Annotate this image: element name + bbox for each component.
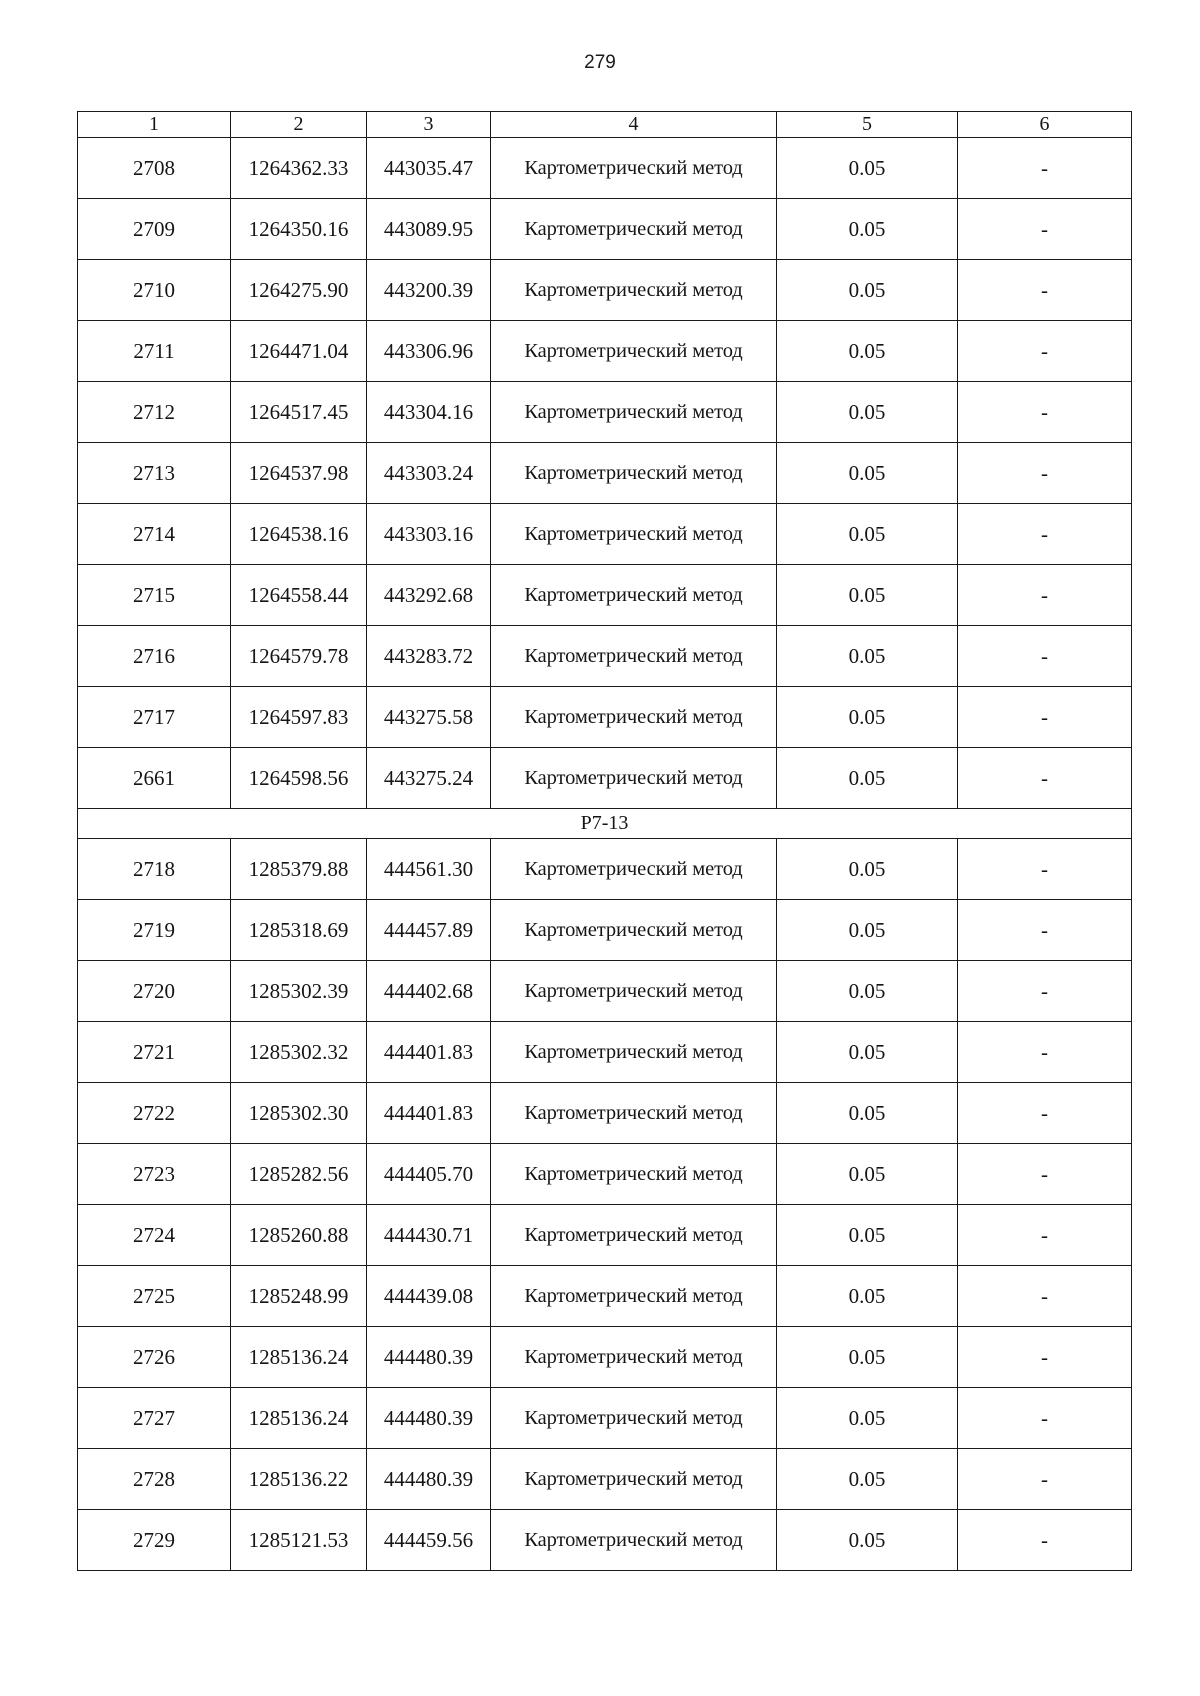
- table-row: [78, 1510, 1132, 1571]
- cell-y-coordinate: 443283.72: [367, 626, 491, 687]
- cell-note: -: [958, 1205, 1132, 1266]
- cell-method: Картометрический метод: [491, 1144, 777, 1205]
- coordinates-table: [77, 111, 1132, 1571]
- table-row: [78, 1144, 1132, 1205]
- cell-accuracy: 0.05: [777, 1388, 958, 1449]
- cell-accuracy: 0.05: [777, 382, 958, 443]
- table-row: [78, 1083, 1132, 1144]
- cell-accuracy: 0.05: [777, 626, 958, 687]
- cell-method: Картометрический метод: [491, 321, 777, 382]
- cell-point-number: 2721: [78, 1022, 231, 1083]
- cell-x-coordinate: 1264598.56: [231, 748, 367, 809]
- cell-point-number: 2713: [78, 443, 231, 504]
- cell-accuracy: 0.05: [777, 900, 958, 961]
- cell-x-coordinate: 1285302.32: [231, 1022, 367, 1083]
- cell-note: -: [958, 839, 1132, 900]
- cell-accuracy: 0.05: [777, 138, 958, 199]
- cell-y-coordinate: 443200.39: [367, 260, 491, 321]
- cell-method: Картометрический метод: [491, 687, 777, 748]
- table-row: [78, 1266, 1132, 1327]
- cell-note: -: [958, 1449, 1132, 1510]
- cell-x-coordinate: 1285136.22: [231, 1449, 367, 1510]
- cell-note: -: [958, 1327, 1132, 1388]
- table-row: [78, 321, 1132, 382]
- table-row: [78, 1449, 1132, 1510]
- cell-accuracy: 0.05: [777, 321, 958, 382]
- cell-method: Картометрический метод: [491, 1510, 777, 1571]
- cell-point-number: 2724: [78, 1205, 231, 1266]
- table-row: [78, 443, 1132, 504]
- cell-point-number: 2727: [78, 1388, 231, 1449]
- cell-note: -: [958, 443, 1132, 504]
- cell-accuracy: 0.05: [777, 565, 958, 626]
- cell-accuracy: 0.05: [777, 839, 958, 900]
- cell-point-number: 2723: [78, 1144, 231, 1205]
- section-title: Р7-13: [78, 809, 1132, 839]
- cell-y-coordinate: 443303.16: [367, 504, 491, 565]
- cell-accuracy: 0.05: [777, 1144, 958, 1205]
- cell-note: -: [958, 260, 1132, 321]
- cell-point-number: 2715: [78, 565, 231, 626]
- cell-x-coordinate: 1285302.39: [231, 961, 367, 1022]
- cell-note: -: [958, 199, 1132, 260]
- cell-point-number: 2710: [78, 260, 231, 321]
- cell-x-coordinate: 1264538.16: [231, 504, 367, 565]
- cell-x-coordinate: 1285282.56: [231, 1144, 367, 1205]
- cell-note: -: [958, 687, 1132, 748]
- header-col-1: 1: [78, 112, 231, 138]
- header-col-3: 3: [367, 112, 491, 138]
- cell-accuracy: 0.05: [777, 961, 958, 1022]
- cell-accuracy: 0.05: [777, 1205, 958, 1266]
- cell-y-coordinate: 443304.16: [367, 382, 491, 443]
- cell-point-number: 2719: [78, 900, 231, 961]
- cell-y-coordinate: 443089.95: [367, 199, 491, 260]
- cell-x-coordinate: 1264579.78: [231, 626, 367, 687]
- cell-note: -: [958, 382, 1132, 443]
- cell-point-number: 2661: [78, 748, 231, 809]
- cell-x-coordinate: 1285248.99: [231, 1266, 367, 1327]
- cell-y-coordinate: 444402.68: [367, 961, 491, 1022]
- cell-note: -: [958, 748, 1132, 809]
- cell-accuracy: 0.05: [777, 199, 958, 260]
- table-header: [78, 112, 1132, 138]
- cell-y-coordinate: 444401.83: [367, 1022, 491, 1083]
- table-row: [78, 1327, 1132, 1388]
- cell-point-number: 2717: [78, 687, 231, 748]
- header-col-5: 5: [777, 112, 958, 138]
- header-col-2: 2: [231, 112, 367, 138]
- cell-note: -: [958, 961, 1132, 1022]
- cell-accuracy: 0.05: [777, 748, 958, 809]
- cell-x-coordinate: 1264537.98: [231, 443, 367, 504]
- cell-y-coordinate: 443303.24: [367, 443, 491, 504]
- cell-x-coordinate: 1285121.53: [231, 1510, 367, 1571]
- cell-x-coordinate: 1285136.24: [231, 1327, 367, 1388]
- cell-y-coordinate: 443275.58: [367, 687, 491, 748]
- cell-accuracy: 0.05: [777, 1449, 958, 1510]
- cell-x-coordinate: 1285318.69: [231, 900, 367, 961]
- cell-point-number: 2726: [78, 1327, 231, 1388]
- cell-method: Картометрический метод: [491, 900, 777, 961]
- cell-y-coordinate: 443306.96: [367, 321, 491, 382]
- cell-method: Картометрический метод: [491, 1388, 777, 1449]
- cell-method: Картометрический метод: [491, 382, 777, 443]
- cell-method: Картометрический метод: [491, 1449, 777, 1510]
- cell-x-coordinate: 1264350.16: [231, 199, 367, 260]
- table-row: [78, 839, 1132, 900]
- cell-note: -: [958, 1266, 1132, 1327]
- header-row: [78, 112, 1132, 138]
- table-body: [78, 138, 1132, 1571]
- section-row: [78, 809, 1132, 839]
- cell-method: Картометрический метод: [491, 199, 777, 260]
- table-row: [78, 260, 1132, 321]
- cell-method: Картометрический метод: [491, 1022, 777, 1083]
- cell-note: -: [958, 1144, 1132, 1205]
- cell-accuracy: 0.05: [777, 1083, 958, 1144]
- table-row: [78, 900, 1132, 961]
- cell-x-coordinate: 1264597.83: [231, 687, 367, 748]
- cell-y-coordinate: 443035.47: [367, 138, 491, 199]
- cell-method: Картометрический метод: [491, 839, 777, 900]
- cell-note: -: [958, 1388, 1132, 1449]
- cell-x-coordinate: 1264275.90: [231, 260, 367, 321]
- header-col-6: 6: [958, 112, 1132, 138]
- cell-note: -: [958, 1510, 1132, 1571]
- table-row: [78, 382, 1132, 443]
- cell-accuracy: 0.05: [777, 504, 958, 565]
- table-row: [78, 1205, 1132, 1266]
- cell-x-coordinate: 1285302.30: [231, 1083, 367, 1144]
- cell-note: -: [958, 1083, 1132, 1144]
- cell-accuracy: 0.05: [777, 1022, 958, 1083]
- cell-method: Картометрический метод: [491, 565, 777, 626]
- cell-accuracy: 0.05: [777, 1327, 958, 1388]
- cell-note: -: [958, 504, 1132, 565]
- cell-point-number: 2714: [78, 504, 231, 565]
- cell-x-coordinate: 1264558.44: [231, 565, 367, 626]
- cell-method: Картометрический метод: [491, 1327, 777, 1388]
- cell-point-number: 2720: [78, 961, 231, 1022]
- table-row: [78, 138, 1132, 199]
- cell-method: Картометрический метод: [491, 443, 777, 504]
- cell-point-number: 2711: [78, 321, 231, 382]
- table-row: [78, 199, 1132, 260]
- cell-point-number: 2718: [78, 839, 231, 900]
- cell-point-number: 2708: [78, 138, 231, 199]
- cell-accuracy: 0.05: [777, 1266, 958, 1327]
- header-col-4: 4: [491, 112, 777, 138]
- cell-y-coordinate: 444405.70: [367, 1144, 491, 1205]
- cell-x-coordinate: 1264362.33: [231, 138, 367, 199]
- cell-point-number: 2716: [78, 626, 231, 687]
- cell-method: Картометрический метод: [491, 748, 777, 809]
- cell-method: Картометрический метод: [491, 1266, 777, 1327]
- table-row: [78, 961, 1132, 1022]
- cell-method: Картометрический метод: [491, 504, 777, 565]
- cell-y-coordinate: 444480.39: [367, 1388, 491, 1449]
- cell-note: -: [958, 138, 1132, 199]
- cell-y-coordinate: 444561.30: [367, 839, 491, 900]
- cell-point-number: 2722: [78, 1083, 231, 1144]
- cell-method: Картометрический метод: [491, 626, 777, 687]
- table-row: [78, 504, 1132, 565]
- cell-note: -: [958, 321, 1132, 382]
- cell-method: Картометрический метод: [491, 961, 777, 1022]
- cell-x-coordinate: 1264471.04: [231, 321, 367, 382]
- cell-point-number: 2729: [78, 1510, 231, 1571]
- cell-point-number: 2725: [78, 1266, 231, 1327]
- cell-x-coordinate: 1264517.45: [231, 382, 367, 443]
- table-row: [78, 687, 1132, 748]
- cell-point-number: 2728: [78, 1449, 231, 1510]
- table-row: [78, 565, 1132, 626]
- table-row: [78, 1022, 1132, 1083]
- cell-note: -: [958, 1022, 1132, 1083]
- cell-y-coordinate: 444439.08: [367, 1266, 491, 1327]
- table-row: [78, 748, 1132, 809]
- cell-point-number: 2712: [78, 382, 231, 443]
- cell-x-coordinate: 1285136.24: [231, 1388, 367, 1449]
- cell-y-coordinate: 444480.39: [367, 1449, 491, 1510]
- table-row: [78, 1388, 1132, 1449]
- cell-method: Картометрический метод: [491, 138, 777, 199]
- cell-method: Картометрический метод: [491, 260, 777, 321]
- cell-note: -: [958, 565, 1132, 626]
- cell-y-coordinate: 443275.24: [367, 748, 491, 809]
- cell-accuracy: 0.05: [777, 687, 958, 748]
- cell-accuracy: 0.05: [777, 443, 958, 504]
- cell-accuracy: 0.05: [777, 260, 958, 321]
- cell-accuracy: 0.05: [777, 1510, 958, 1571]
- cell-method: Картометрический метод: [491, 1083, 777, 1144]
- cell-y-coordinate: 444480.39: [367, 1327, 491, 1388]
- table-row: [78, 626, 1132, 687]
- cell-method: Картометрический метод: [491, 1205, 777, 1266]
- cell-note: -: [958, 900, 1132, 961]
- cell-y-coordinate: 444459.56: [367, 1510, 491, 1571]
- cell-point-number: 2709: [78, 199, 231, 260]
- page-number: 279: [584, 52, 616, 73]
- cell-x-coordinate: 1285379.88: [231, 839, 367, 900]
- cell-x-coordinate: 1285260.88: [231, 1205, 367, 1266]
- cell-y-coordinate: 444457.89: [367, 900, 491, 961]
- cell-y-coordinate: 443292.68: [367, 565, 491, 626]
- cell-note: -: [958, 626, 1132, 687]
- cell-y-coordinate: 444430.71: [367, 1205, 491, 1266]
- cell-y-coordinate: 444401.83: [367, 1083, 491, 1144]
